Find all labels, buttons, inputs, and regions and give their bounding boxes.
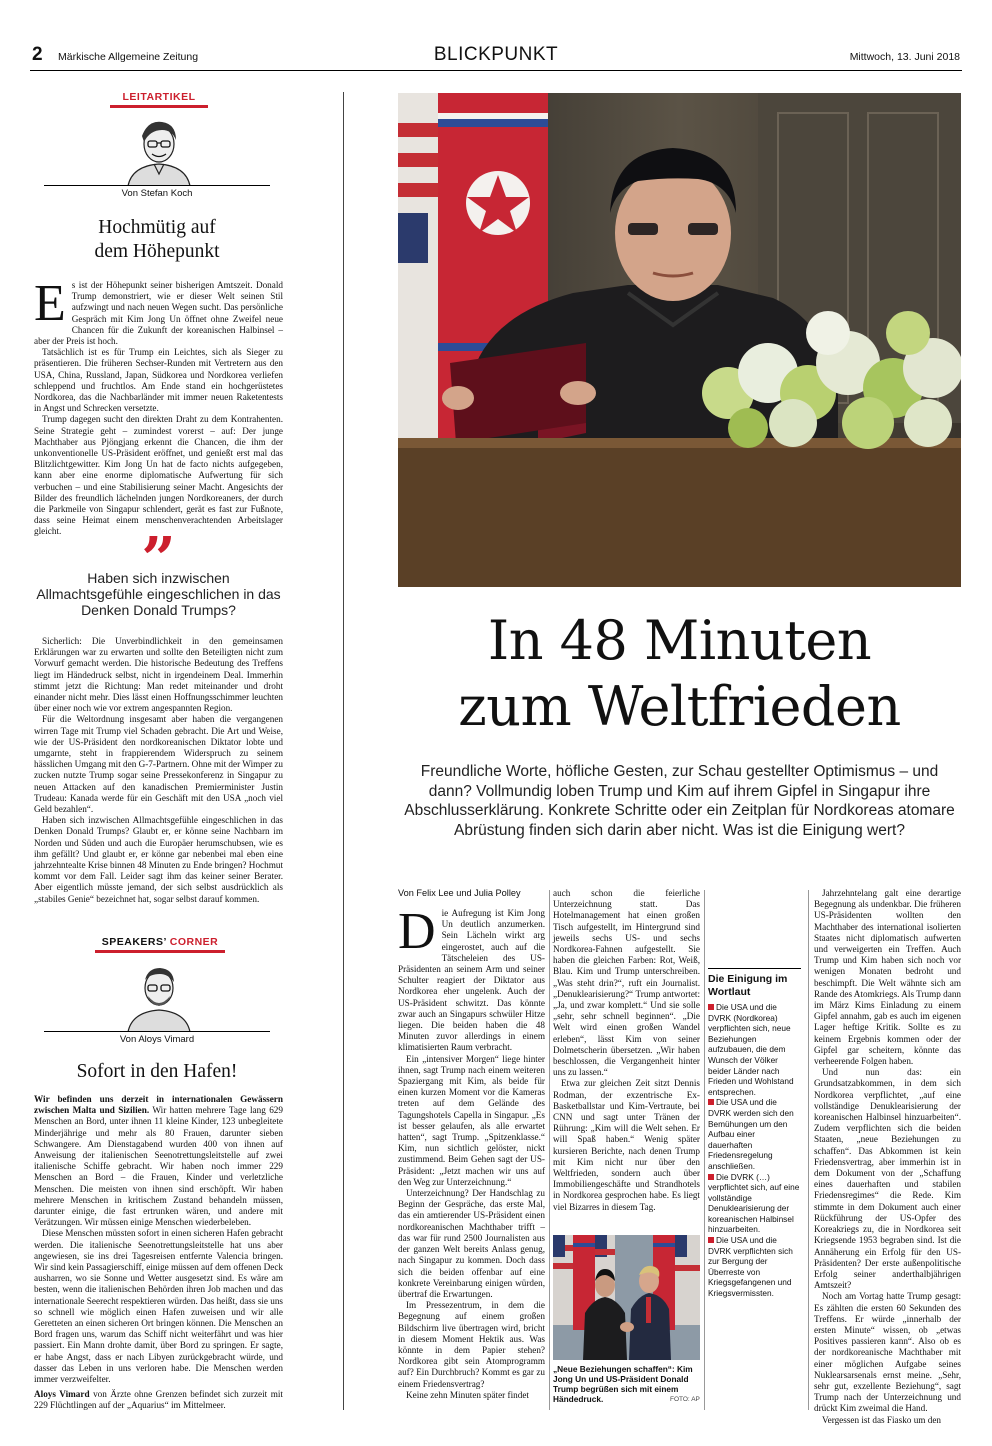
column-rule-3: [808, 890, 809, 1410]
hero-photo-drawing: [398, 93, 961, 587]
header-rule: [30, 70, 962, 71]
author-portrait-koch: [118, 114, 200, 186]
story-c1-p3: Unterzeichnung? Der Handschlag zu Beginn der Gespräche, das erste Mal, das ein amtierender US-Präsident einen nordkoreanischen Machthaber trifft – das war für rund 2500 Journalisten aus der ganzen Welt bereits Anlass genug, nach Singapur zu kommen. Doch dass sich die beiden offenbar auf eine konkrete Vereinbarung einigen würden, übertraf die Erwartungen.: [398, 1188, 545, 1299]
story-column-4: [814, 888, 961, 1426]
leitartikel-dropcap: E: [34, 275, 66, 332]
leitartikel-title: [34, 216, 280, 264]
speakers-body: [34, 1094, 283, 1412]
leitartikel-title-line1: Hochmütig auf: [98, 217, 216, 238]
story-c1-p4: Im Pressezentrum, in dem die Begegnung auf einem großen Bildschirm live übertragen wird, bricht in diesem Moment Hektik aus. Was könnte in dem Papier stehen? Nordkorea gibt sein Atomprogramm auf? Ein Durchbruch? Kommt es gar zu einem Friedensvertrag?: [398, 1300, 545, 1389]
leitartikel-p5: Für die Weltordnung insgesamt aber haben die vergangenen wirren Tage mit Trump viel Schaden gebracht. Die Art und Weise, wie der US-Präsident den nordkoreanischen Diktator lobte und umgarnte, steht in frappierendem Widerspruch zu seinem hässlichen Umgang mit den G-7-Partnern. Ohne mit der Wimper zu zucken nutzte Trump sogar seine Pressekonferenz in Singapur zu neuen Attacken auf den kanadischen Premierminister Justin Trudeau: Kanada werde für ein Geschäft mit den USA „noch viel Geld bezahlen“.: [34, 714, 283, 815]
speakers-p1: Wir hatten mehrere Tage lang 629 Menschen an Bord, unter ihnen 11 kleine Kinder, 123 unbegleitete Minderjährige und mehr als 80 Frauen, darunter sieben Schwangere. Am Dienstagabend wurden 400 von ihnen auf Anweisung der italienischen Seenotrettungsleitstelle auf zwei italienische Schiffe gebracht. Wir haben noch immer 229 Menschen an Bord – die Frauen, Kinder und verletzliche Menschen. Die meisten von ihnen sind erschöpft. Wir haben mehrere Menschen in kritischem Zustand behandeln müssen, darunter einige, die fast ertrunken wären, und andere mit Verätzungen. Wir müssen einige Menschen wiederbeleben.: [34, 1105, 283, 1228]
story-c4-p3: Noch am Vortag hatte Trump gesagt: Es zählten die ersten 60 Sekunden des Treffens. Er würde „innerhalb der ersten Minute“ wissen, ob „etwas Positives passieren kann“. Also ob es der nordkoreanische Machthaber mit einer möglichen Aufgabe seines Nuklearsarsenals ernst meine. „Sehr, sehr gut, exzellente Beziehung“, sagt Trump nach der Unterzeichnung und drückt Kim zweimal die Hand.: [814, 1291, 961, 1414]
story-c2-p2: Etwa zur gleichen Zeit sitzt Dennis Rodman, der exzentrische Ex-Basketballstar und Kim-Vertraute, bei CNN und sagt unter Tränen der Rührung: „Kim will die Welt sehen. Er will Spaß haben.“ Wenig später kursieren Berichte, nach denen Trump mit Kim nicht nur über den Weltfrieden, sondern auch über Immobiliengeschäfte und Strandhotels in Nordkorea gesprochen habe. Es liegt viel Bizarres in diesem Tag.: [553, 1078, 700, 1212]
handshake-photo: [553, 1235, 700, 1360]
photo-caption: „Neue Beziehungen schaffen“: Kim Jong Un und US-Präsident Donald Trump begrüßen sich mit einem Händedruck.: [553, 1364, 693, 1404]
speakers-kicker-a: SPEAKERS’: [101, 936, 167, 948]
sidebar-item-text: Die USA und die DVRK verpflichten sich zur Bergung der Überreste von Kriegsgefangenen und Kriegsvermissten.: [708, 1235, 793, 1299]
story-c4-p2: Und nun das: ein Grundsatzabkommen, in dem sich Nordkorea verpflichtet, „auf eine vollständige Denuklearisierung der koreanischen Halbinsel hinzuarbeiten“. Zudem verpflichten sich die beiden Staaten, „neue Beziehungen zu schaffen“. Das Abkommen ist kein Friedensvertrag, aber immerhin ist in dem Dokument von der „Schaffung eines dauerhaften und stabilen Friedensregimes“ die Rede. Kim stimmte in dem Dokument auch einer Rückführung der US-Opfer des Koreakriegs zu, die in Nordkorea seit Kriegsende 1953 begraben sind. Ist die Annäherung ein Erfolg für den US-Präsidenten? Der erste außenpolitische Erfolg seiner anderthalbjährigen Amtszeit?: [814, 1067, 961, 1291]
lead-paragraph: Freundliche Worte, höfliche Gesten, zur Schau gestellter Optimismus – und dann? Vollmundig loben Trump und Kim auf ihrem Gipfel in Singapur ihre Abschlusserklärung. Konkrete Schritte oder ein Zeitplan für Nordkoreas atomare Abrüstung finden sich darin aber nicht. Was ist die Einigung wert?: [404, 763, 955, 839]
leitartikel-p2: Tatsächlich ist es für Trump ein Leichtes, sich als Sieger zu präsentieren. Die früheren Sechser-Runden mit Vertretern aus den USA, China, Russland, Japan, Südkorea und Nordkorea verliefen schleppend und fruchtlos. Am Ende stand ein hochgerüstetes Nordkorea, das die Nachbarländer mit immer neuen Raketentests in Angst und Schrecken versetzte.: [34, 347, 283, 414]
sidebar-item-text: Die USA und die DVRK werden sich den Bemühungen um den Aufbau einer dauerhaften Friedensregelung anschließen.: [708, 1097, 794, 1171]
column-rule-2: [704, 890, 705, 1410]
leitartikel-body: [34, 275, 283, 538]
bullet-square-icon: [708, 1099, 714, 1105]
story-c1-p2: Ein „intensiver Morgen“ liege hinter ihnen, sagt Trump nach einem weiteren Spaziergang mit Kim, als beide für einen kurzen Moment vor die Kameras treten auf dem Gelände des Tagungshotels Capella in Singapur. „Es ist besser gelaufen, als alle erwartet hatten“, sagt Trump. „Spitzenklasse.“ Kim, nun sichtlich gelöster, nickt zustimmend. Beim Gehen sagt der US-Präsident: „Jetzt machen wir uns auf den Weg zur Unterzeichnung.“: [398, 1053, 545, 1187]
hero-photo-kim: [398, 93, 961, 587]
handshake-photo-drawing: [553, 1235, 700, 1360]
story-c1-p1: ie Aufregung ist Kim Jong Un deutlich anzumerken. Sein Lächeln wirkt arg eingerostet, auch auf die Tätscheleien des US-Präsidenten an seinem Arm und seiner Schulter reagiert der Diktator aus Nordkorea eher ungelenk. Auch der US-Präsident schwitzt. Das könnte zwar auch an Singapurs schwüler Hitze liegen. Die beiden haben die 48 Minuten zuvor allerdings in einem klimatisierten Raum verbracht.: [398, 908, 545, 1053]
byline-rule-koch: [44, 185, 270, 186]
story-dropcap: D: [398, 903, 436, 960]
sidebar-item-text: Die USA und die DVRK (Nordkorea) verpflichten sich, neue Beziehungen aufzubauen, die dem Wunsch der Völker beider Länder nach Frieden und Wohlstand entsprechen.: [708, 1002, 794, 1097]
leitartikel-byline: Von Stefan Koch: [121, 188, 193, 199]
newspaper-name: Märkische Allgemeine Zeitung: [58, 51, 199, 63]
issue-date: Mittwoch, 13. Juni 2018: [849, 51, 960, 63]
story-column-2: [553, 888, 700, 1213]
speakers-corner-kicker: [95, 936, 225, 953]
speakers-footer-name: Aloys Vimard: [34, 1389, 90, 1400]
story-byline: Von Felix Lee und Julia Polley: [398, 888, 521, 898]
section-title: BLICKPUNKT: [433, 44, 559, 65]
speakers-byline: Von Aloys Vimard: [119, 1034, 195, 1045]
speakers-title: Sofort in den Hafen!: [76, 1061, 238, 1082]
leitartikel-kicker: LEITARTIKEL: [110, 91, 208, 108]
sidebar-item: [708, 1235, 801, 1299]
leitartikel-title-line2: dem Höhepunkt: [94, 241, 220, 262]
photo-credit: FOTO: AP: [670, 1396, 700, 1403]
page-number: 2: [32, 44, 43, 65]
speakers-kicker-b: CORNER: [166, 936, 219, 948]
portrait-koch-drawing: [118, 114, 200, 186]
leitartikel-p3: Trump dagegen sucht den direkten Draht zu dem Kontrahenten. Seine Strategie geht – zumindest vorerst – auf: Der junge Machthaber aus Pjöngjang erkennt die Chancen, die ihm der unkonventionelle US-Präsident eröffnet, und genießt erst mal das Blitzlichtgewitter. Kim Jong Un hat de facto nichts aufgegeben, kann aber eine enorme diplomatische Aufwertung für sich verbuchen – und eine Stabilisierung seiner Macht. Angesichts der Bilder des freundlich lächelnden jungen Nordkoreaners, der durch die Parkmeile von Singapur schlendert, gerät es fast zur Fußnote, dass seine Heimat einem menschenverachtenden Arbeitslager gleicht.: [34, 414, 283, 537]
bullet-square-icon: [708, 1237, 714, 1243]
story-c2-p1: auch schon die feierliche Unterzeichnung statt. Das Hotelmanagement hat einen großen Tisch aufgestellt, im Hintergrund sind jeweils sechs US- und sechs Nordkorea-Fahnen aufgestellt. Sie haben die gleichen Farben: Rot, Weiß, Blau. Kim und Trump unterschreiben. „Was steht drin?“, ruft ein Journalist. „Denuklearisierung?“ Trump antwortet: „Ja, und zwar komplett.“ Und sie solle „sehr, sehr schnell beginnen“. „Die Welt wird einen großen Wandel erleben“, lässt Kim von seiner Dolmetscherin übersetzen. „Wir haben beschlossen, die Vergangenheit hinter uns zu lassen.“: [553, 888, 700, 1078]
byline-rule-vimard: [44, 1031, 270, 1032]
column-divider: [343, 92, 344, 1410]
sidebar-title: Die Einigung im Wortlaut: [708, 968, 801, 999]
quote-icon: ”: [141, 525, 176, 595]
sidebar-item-text: Die DVRK (…) verpflichtet sich, auf eine vollständige Denuklearisierung der koreanischen Halbinsel hinzuarbeiten.: [708, 1171, 800, 1235]
sidebar-item: [708, 1172, 801, 1236]
main-headline: [398, 608, 961, 740]
leitartikel-p1: s ist der Höhepunkt seiner bisherigen Amtszeit. Donald Trump demonstriert, wie er dieser Welt seinen Stil aufzwingt und nach neuen Wegen sucht. Das persönliche Gespräch mit Kim Jong Un öffnet ohne Zweifel neue Chancen für die Zukunft der koreanischen Halbinsel – aber der Preis ist hoch.: [34, 280, 283, 347]
bullet-square-icon: [708, 1004, 714, 1010]
main-headline-line2: zum Weltfrieden: [458, 675, 901, 738]
story-column-1: [398, 903, 545, 1401]
leitartikel-body-2: [34, 636, 283, 905]
story-c4-p4: Vergessen ist das Fiasko um den: [822, 1414, 942, 1425]
sidebar-item: [708, 1002, 801, 1097]
speakers-footer: von Ärzte ohne Grenzen befindet sich zurzeit mit 229 Flüchtlingen auf der „Aquarius“ im Mittelmeer.: [34, 1389, 283, 1411]
author-portrait-vimard: [118, 960, 200, 1032]
sidebar-item: [708, 1097, 801, 1171]
column-rule-1: [549, 890, 550, 1410]
main-headline-line1: In 48 Minuten: [487, 609, 872, 672]
leitartikel-pullquote: Haben sich inzwischen Allmachtsgefühle eingeschlichen in das Denken Donald Trumps?: [36, 570, 281, 618]
bullet-square-icon: [708, 1174, 714, 1180]
sidebar-list: [708, 1002, 801, 1299]
story-c1-p5: Keine zehn Minuten später findet: [406, 1389, 529, 1400]
leitartikel-p4: Sicherlich: Die Unverbindlichkeit in den gemeinsamen Erklärungen war zu erwarten und sollte den Beteiligten nicht zum Vorwurf gemacht werden. Die historische Bedeutung des Treffens liegt im Händedruck selbst, nicht in irgendeinem Deal. Immerhin stimmt jetzt die Richtung: Man redet miteinander und droht einander nicht mehr. Dies lässt einen Hoffnungsschimmer leuchten über einer noch wie vor extrem angespannten Region.: [34, 636, 283, 714]
portrait-vimard-drawing: [118, 960, 200, 1032]
speakers-lead-bold: Wir befinden uns derzeit in internationalen Gewässern zwischen Malta und Sizilien.: [34, 1094, 283, 1116]
story-c4-p1: Jahrzehntelang galt eine derartige Begegnung als undenkbar. Die früheren US-Präsidenten wollten den Machthaber des international isolierten Staates nicht diplomatisch aufwerten und verweigerten ein Treffen. Auch Trump und Kim haben sich noch vor wenigen Monaten bedroht und beschimpft. Die Welt wähnte sich am Rande des Atomkriegs. Als Trump dann im März Kims Einladung zu einem Gipfel annahm, gab es auch im eigenen Lager heftige Kritik. Sollte es zu keinem Ergebnis kommen oder der Gipfel gar scheitern, könnte das verheerende Folgen haben.: [814, 888, 962, 1067]
speakers-p2: Diese Menschen müssten sofort in einen sicheren Hafen gebracht werden. Die italienische Seenotrettungsleitstelle hat uns aber angewiesen, sie ins drei Tagesreisen entfernte Valencia bringen. Wir sind kein Passagierschiff, einige müssen auf dem offenen Deck ausharren, wo sie Sonne und Wetter ausgesetzt sind. Es wäre am besten, wenn die italienischen Behörden ihren Job machen und das internationale Seerecht respektieren würden. Das heißt, dass sie uns so schnell wie möglich einen Hafen zuweisen und wir alle Geretteten an einen sicheren Ort bringen können. Die Menschen an Bord fragen uns, warum das Schiff nicht weiterfährt und was hier passiert. Ein Mann drohte damit, über Bord zu springen. Er sagte, er habe Angst, dass er nach Libyen zurückgebracht würde, und dasser das Leben in uns verloren habe. Die Menschen werden immer verzweifelter.: [34, 1228, 284, 1385]
leitartikel-p6: Haben sich inzwischen Allmachtsgefühle eingeschlichen in das Denken Donald Trumps? Glaubt er, er könne seine Nachbarn im Norden und Süden und auch die Europäer herumschubsen, wie es ihm gefällt? Und glaubt er, er könne gar nebenbei mal eben eine jahrzehntealte Krise binnen 48 Minuten zu Ende bringen? Hochmut kommt vor dem Fall. Leider sagt ihm das keiner seiner Berater. Aber eigentlich müsste jemand, der sich selbst ausdrücklich als „stabiles Genie“ bezeichnet hat, sogar selbst darauf kommen.: [34, 815, 284, 904]
